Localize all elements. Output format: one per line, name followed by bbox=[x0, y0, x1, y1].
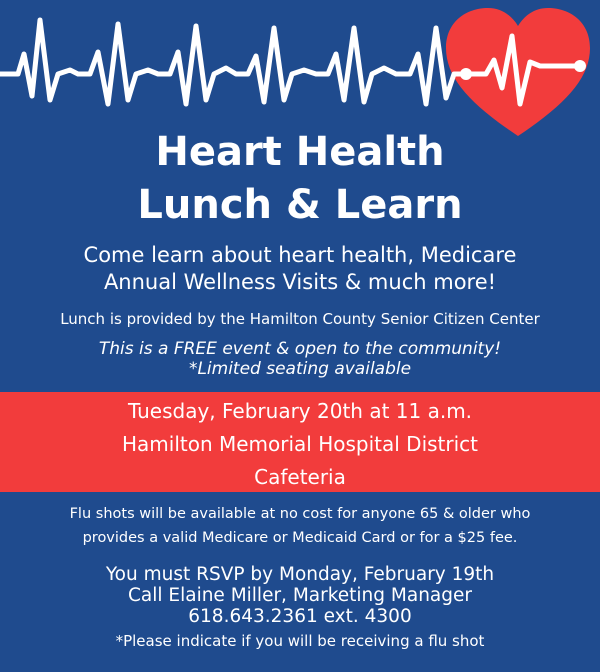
free-line-2: *Limited seating available bbox=[188, 359, 412, 379]
flu-note: *Please indicate if you will be receiving a flu shot bbox=[115, 632, 485, 650]
free-event-text bbox=[0, 339, 600, 379]
subtitle-line-2: Annual Wellness Visits & much more! bbox=[103, 270, 497, 294]
event-place-line-1: Hamilton Memorial Hospital District bbox=[121, 432, 479, 456]
flu-shot-text bbox=[0, 502, 600, 550]
subtitle-line-1: Come learn about heart health, Medicare bbox=[83, 243, 517, 267]
event-place-line-2: Cafeteria bbox=[254, 465, 346, 489]
rsvp-text bbox=[0, 564, 600, 627]
heartbeat-dot-left bbox=[460, 68, 472, 80]
event-date: Tuesday, February 20th at 11 a.m. bbox=[127, 399, 473, 423]
rsvp-line-1: You must RSVP by Monday, February 19th bbox=[105, 564, 495, 585]
heartbeat-dot-right bbox=[574, 60, 586, 72]
rsvp-line-3: 618.643.2361 ext. 4300 bbox=[188, 606, 412, 627]
lunch-text: Lunch is provided by the Hamilton County Senior Citizen Center bbox=[60, 310, 540, 328]
event-band bbox=[0, 392, 600, 492]
flu-line-2: provides a valid Medicare or Medicaid Card or for a $25 fee. bbox=[82, 530, 518, 546]
rsvp-line-2: Call Elaine Miller, Marketing Manager bbox=[127, 585, 472, 606]
flu-line-1: Flu shots will be available at no cost for anyone 65 & older who bbox=[69, 506, 531, 522]
title-line-2: Lunch & Learn bbox=[137, 182, 463, 228]
title-line-1: Heart Health bbox=[155, 129, 445, 175]
subtitle bbox=[0, 242, 600, 296]
free-line-1: This is a FREE event & open to the community! bbox=[98, 339, 502, 359]
